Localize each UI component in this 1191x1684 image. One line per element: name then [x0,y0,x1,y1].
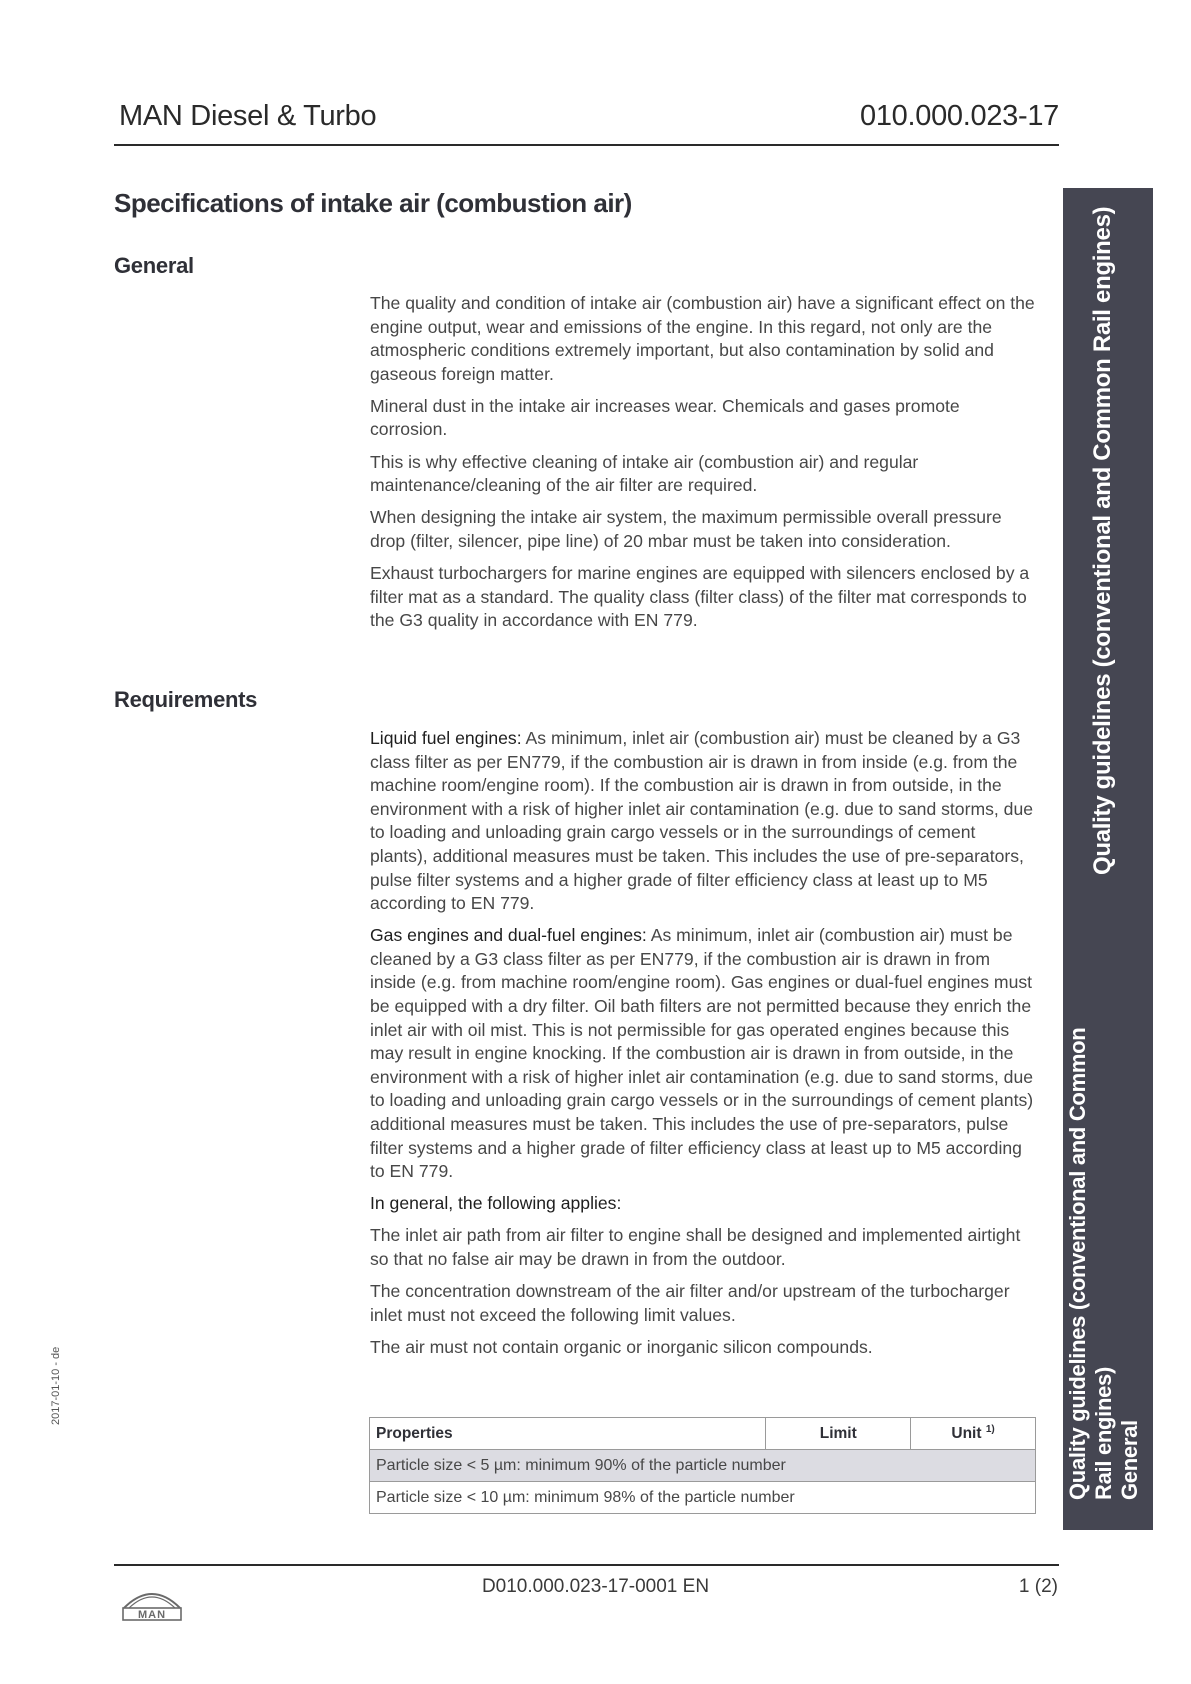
general-applies: In general, the following applies: [370,1193,622,1214]
gas-engines-lead: Gas engines and dual-fuel engines: [370,925,647,946]
general-paragraph: This is why effective cleaning of intake air (combustion air) and regular maintenance/cleaning of the air filter are required. [370,451,919,496]
col-header-limit: Limit [766,1418,911,1450]
gas-engines-paragraph [370,924,1035,1184]
page-title: Specifications of intake air (combustion air) [114,188,632,218]
section-heading-requirements: Requirements [114,687,258,712]
general-paragraph: The quality and condition of intake air (combustion air) have a significant effect on the engine output, wear and emissions of the engine. In this regard, not only are the atmospheric conditions extremely important, but also contamination by solid and gaseous foreign matter. [370,293,1035,384]
sidebar-bottom-line1: Quality guidelines (conventional and Common Rail engines) [1065,1027,1116,1500]
general-paragraph: When designing the intake air system, the maximum permissible overall pressure drop (filter, silencer, pipe line) of 20 mbar must be taken into consideration. [370,507,1002,551]
header-doc-number: 010.000.023-17 [860,100,1059,132]
header-company: MAN Diesel & Turbo [119,100,377,132]
liquid-fuel-text: As minimum, inlet air (combustion air) must be cleaned by a G3 class filter as per EN779, if the combustion air is drawn in from inside (e.g. from the machine room/engine room). If the combustion air is drawn in from outside, in the environment with a risk of higher inlet air contamination (e.g. due to sand storms, due to loading and unloading grain cargo vessels or in the surroundings of cement plants), additional measures must be taken. This includes the use of pre-separators, pulse filter systems and a higher grade of filter efficiency class at least up to M5 according to EN 779. [370,728,1034,914]
man-logo-icon [119,1584,185,1622]
unit-footnote: 1) [985,1424,995,1435]
silicon-paragraph: The air must not contain organic or inorganic silicon compounds. [370,1336,873,1357]
general-body [370,292,1035,641]
table-header-row [370,1418,1036,1450]
liquid-fuel-lead: Liquid fuel engines: [370,728,522,748]
sidebar-bottom-line2: General [1117,1420,1142,1500]
col-header-unit [911,1418,1036,1450]
sidebar-top-label: Quality guidelines (conventional and Common Rail engines) [1089,206,1116,875]
footer-page-number: 1 (2) [1018,1576,1058,1597]
table-row [370,1450,1036,1482]
unit-label: Unit [951,1425,982,1442]
table-row [370,1482,1036,1514]
table-cell: Particle size < 10 µm: minimum 98% of the particle number [370,1482,1036,1514]
edition-date: 2017-01-10 - de [50,1346,62,1425]
gas-engines-text: As minimum, inlet air (combustion air) must be cleaned by a G3 class filter as per EN779, if the combustion air is drawn in from inside (e.g. from machine room/engine room). Gas engines or dual-fuel engines must be equipped with a dry filter. Oil bath filters are not permitted because they enrich the inlet air with oil mist. This is not permissible for gas operated engines because this may result in engine knocking. If the combustion air is drawn in from outside, in the environment with a risk of higher inlet air contamination (e.g. due to sand storms, due to loading and unloading grain cargo vessels or in the surroundings of cement plants) additional measures must be taken. This includes the use of pre-separators, pulse filter systems and a higher grade of filter efficiency class at least up to M5 according to EN 779. [370,925,1034,1182]
header-divider [114,144,1059,146]
limit-values-table [369,1417,1036,1514]
general-paragraph: Exhaust turbochargers for marine engines are equipped with silencers enclosed by a filter mat as a standard. The quality class (filter class) of the filter mat corresponds to the G3 quality in accordance with EN 779. [370,562,1030,631]
requirements-body [370,727,1035,1368]
liquid-fuel-paragraph [370,727,1035,916]
general-paragraph: Mineral dust in the intake air increases wear. Chemicals and gases promote corrosion. [370,395,960,440]
table-cell: Particle size < 5 µm: minimum 90% of the particle number [370,1450,1036,1482]
airtight-paragraph: The inlet air path from air filter to engine shall be designed and implemented airtight so that no false air may be drawn in from the outdoor. [370,1225,1021,1269]
logo-text: MAN [137,1609,167,1621]
col-header-properties: Properties [370,1418,766,1450]
footer-divider [114,1564,1059,1566]
sidebar-bottom-label [1065,1000,1143,1500]
section-heading-general: General [114,253,194,278]
footer-doc-id: D010.000.023-17-0001 EN [481,1576,710,1597]
concentration-paragraph: The concentration downstream of the air filter and/or upstream of the turbocharger inlet must not exceed the following limit values. [370,1281,1010,1325]
